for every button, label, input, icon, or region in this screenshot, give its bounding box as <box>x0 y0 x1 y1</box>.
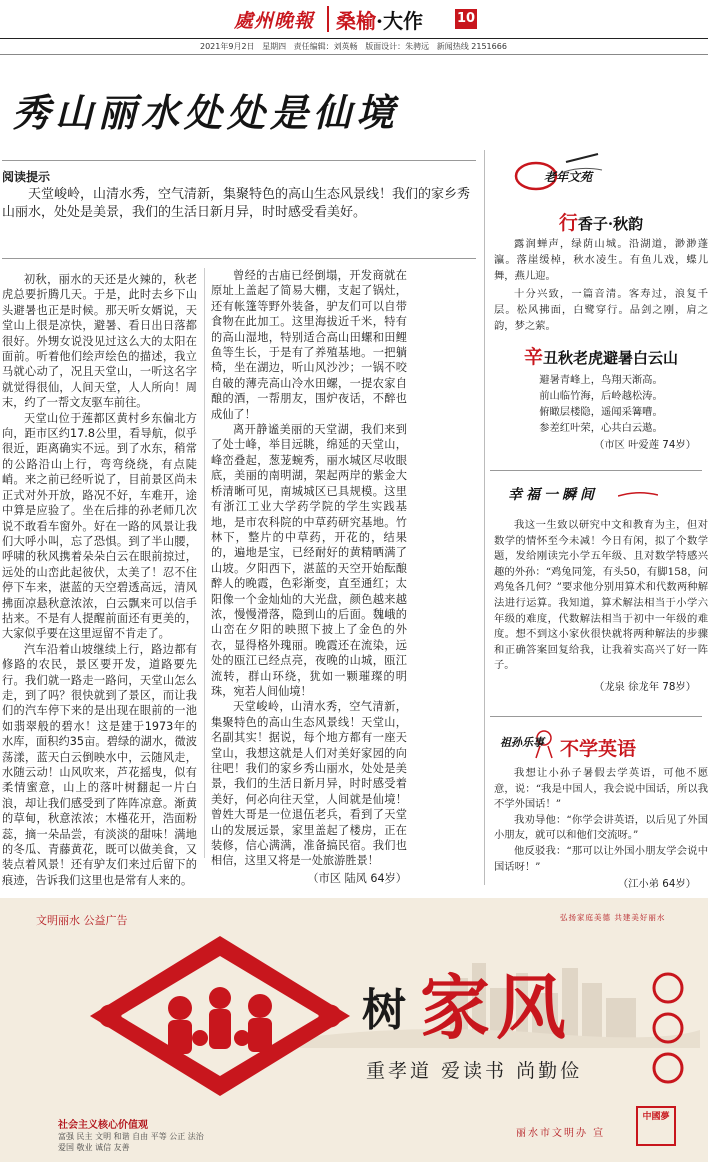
english-line: 我劝导他：“你学会讲英语，以后见了外国小朋友，就可以和他们交流呀。” <box>494 813 708 842</box>
essay-text: 我这一生致以研究中文和教育为主，但对数学的情怀至今未减！今日有闲，拟了个数学题，发给刚读完小学五年级、且对数学特感兴趣的外孙：“鸡兔同笼，有头50，有脚158，问鸡兔各几何？”要求他分别用算术和代数两种解法进行运算。我知道，算术解法相当于小学六年级的难度，代数解法相当于初中一年级的难度。想不到这小家伙很快就将两种解法的步骤和正确答案回复给我，让我着实高兴了好一阵子。 <box>494 519 708 672</box>
poem1-body <box>494 236 708 334</box>
intro-label: 阅读提示 <box>2 170 51 184</box>
article-paragraph: 汽车沿着山坡继续上行，路边都有修路的农民，景区要开发，道路要先行。我们就一路走一路问，天堂山怎么走，到了吗？很快就到了景区，而让我们的汽车停下来的是出现在眼前的一池如翡翠般的碧水！这是建于1973年的水库，面积约35亩。碧绿的湖水，微波荡漾，蓝天白云倒映水中，云随风走，水随云动！山风吹来，芦花摇曳，似有柔情蜜意，山上的落叶树翻起一片白浪，却让我们感受到了阵阵凉意。渐黄的草甸，秋意浓浓；木槿花开，浩面粉蕊，摘一朵品尝，有淡淡的甜味！满地的冬瓜、青藤黄花，既可以做美食，又装点着风景！还有驴友们来过后留下的痕迹，告诉我们这里也是常有人来的。 <box>2 642 197 887</box>
core-values-line: 富强 民主 文明 和谐 自由 平等 公正 法治 <box>58 1132 204 1141</box>
section-title <box>336 5 423 34</box>
brush-stroke-icon <box>618 490 658 500</box>
paper-name: 處州晚報 <box>234 10 315 32</box>
article-headline: 秀山丽水处处是仙境 <box>12 90 400 135</box>
english-line: 他反驳我：“那可以让外国小朋友学会说中国话呀！” <box>494 844 708 873</box>
laonian-wenyuan-banner <box>506 150 606 200</box>
paper-cut-family-icon <box>70 926 370 1106</box>
poem1-line: 十分兴致，一篇音清。客寿过，浪复千层。松风拂面，白鹭穿行。品剑之刚，肩之韵，梦之萦。 <box>494 288 708 332</box>
issue-meta <box>200 41 512 52</box>
english-signature: （江小弟 64岁） <box>617 878 696 891</box>
poem1-line: 露润蝉声，绿荫山城。沿湖道，渺渺蓬瀛。落崖缓棹，秋水凌生。有鱼儿戏，蝶儿舞，燕儿迎。 <box>494 238 708 282</box>
poem1-title <box>494 208 708 235</box>
masthead-divider <box>327 6 329 32</box>
article-paragraph: 曾经的古庙已经倒塌，开发商就在原址上盖起了简易大棚，支起了锅灶，还有帐篷等野外装备，驴友们可以自带食物在此加工。这里海拔近千米，特有的高山湿地，特别适合高山田螺和田鲤鱼等生长，于是有了养殖基地。一把躺椅，坐在湖边，听山风沙沙；一锅不咬自破的薄壳高山冷水田螺，一提农家自酿的酒，一帮朋友，围炉夜话，不醉也成仙了！ <box>211 269 407 421</box>
zusun-label: 祖孙乐事 <box>500 736 544 749</box>
china-dream-seal: 中國夢 <box>636 1106 676 1146</box>
poem2-line: 俯瞰层楼隐，遥闻采篝嘈。 <box>539 406 663 418</box>
ad-subtitle: 重孝道 爱读书 尚勤俭 <box>366 1060 583 1082</box>
article-paragraph: 离开静谧美丽的天堂湖，我们来到了处士峰，举目远眺，绵延的天堂山，峰峦叠起，葱茏蜿秀，丽水城区尽收眼底，美丽的南明湖，架起两岸的紫金大桥清晰可见，南城城区已具规模。这里有浙江工业大学药学院的学生实践基地，是市农科院的中草药研究基地。竹林下，整片的中草药，开花的，结果的，遍地是宝，已经耐好的黄精晒满了山坡。夕阳西下，湛蓝的天空开始酝酿醉人的晚霞，色彩渐变，直至通红；太阳像一个金灿灿的大光盘，颜色越来越浓，慢慢滑落，隐到山的后面。魏峨的山峦在夕阳的映照下披上了金色的外衣，显得格外瑰丽。晚霞还在流染，远处的瓯江已经点亮，夜晚的山城，瓯江流转，群山环绕，犹如一颗璀璨的明珠，宛若人间仙境！ <box>211 423 407 698</box>
designer-credit: 版面设计：朱骋远 <box>365 42 430 51</box>
section-title-b: 大作 <box>382 9 423 33</box>
english-line: 我想让小孙子暑假去学英语，可他不愿意，说：“我是中国人，我会说中国话，所以我不学外国话！” <box>494 767 708 811</box>
section-title-a: 桑榆 <box>336 9 376 33</box>
poem2-line: 前山临竹海，后岭越松涛。 <box>539 390 663 402</box>
public-service-ad <box>0 898 708 1162</box>
ad-publisher: 丽水市文明办 宣 <box>516 1128 606 1139</box>
core-values-title: 社会主义核心价值观 <box>58 1120 148 1131</box>
column-divider-article <box>204 268 205 858</box>
poem1-title-red: 行 <box>558 212 578 234</box>
ad-slogan: 弘扬家庭美德 共建美好丽水 <box>560 913 666 922</box>
poem2-body <box>494 372 708 451</box>
ad-label: 文明丽水 公益广告 <box>36 914 128 927</box>
top-rule <box>0 38 708 39</box>
right-rule-1 <box>490 470 702 471</box>
news-hotline: 新闻热线 2151666 <box>436 42 507 51</box>
page-number-badge: 10 <box>455 9 477 29</box>
flower-ornament-icon <box>640 968 696 1088</box>
xingfu-label: 幸福一瞬间 <box>508 487 598 503</box>
poem1-title-text: 香子·秋韵 <box>577 215 644 233</box>
meta-rule <box>0 54 708 55</box>
essay-body <box>494 518 708 693</box>
poem2-title-red: 辛 <box>523 346 543 368</box>
section-title-dot: · <box>376 9 383 33</box>
poem2-signature: （市区 叶爱莲 74岁） <box>593 439 696 451</box>
intro-text: 天堂峻岭，山清水秀，空气清新，集聚特色的高山生态风景线！我们的家乡秀山丽水，处处是美景，我们的生活日新月异，时时感受看美好。 <box>2 187 471 220</box>
poem2-title <box>494 342 708 369</box>
issue-date: 2021年9月2日 <box>200 42 255 51</box>
english-title-text: 不学英语 <box>560 738 637 760</box>
article-column-1 <box>2 272 197 888</box>
intro-rule-bottom <box>2 258 476 259</box>
article-column-2 <box>211 268 407 886</box>
xingfu-banner <box>500 480 660 508</box>
essay-signature: （龙泉 徐龙年 78岁） <box>593 680 696 693</box>
core-values-line: 爱国 敬业 诚信 友善 <box>58 1143 130 1152</box>
ad-headline-black: 树 <box>362 985 406 1036</box>
column-divider-main <box>484 150 485 885</box>
article-paragraph: 天堂山位于莲都区黄村乡东偏北方向，距市区约17.8公里，看导航，似乎很近，距离确实不远。到了水东，稍常的公路沿山上行，弯弯绕绕，有点陡峭。来之前已经听说了，目前景区尚未正式对外开放，路况不好，车难开，途中算是应验了。坐在后排的孙老师几次说不敢看车窗外。好在一路的风景让我们大呼小叫，忘了恐惧。到了半山腰，呼啸的秋风携着朵朵白云在眼前掠过，远处的山峦此起彼伏，太美了！忍不住停下车来，湛蓝的天空碧透高远，清风拂面凉悬秋意浓浓，白云飘来可以信手拈来。不是有人提醒前面还有更美的，大家似乎要在这里逗留不肯走了。 <box>2 411 197 641</box>
issue-weekday: 星期四 <box>262 42 287 51</box>
poem2-title-text: 丑秋老虎避暑白云山 <box>543 349 679 367</box>
intro-rule-top <box>2 160 476 161</box>
article-paragraph: 天堂峻岭，山清水秀，空气清新，集聚特色的高山生态风景线！天堂山，名副其实！据说，每个地方都有一座天堂山，我想这就是人们对美好家园的向往吧！我们的家乡秀山丽水，处处是美景，我们的生活日新月异，时时感受着美好，何必向往天堂，人间就是仙境！曾姓大哥是一位退伍老兵，看到了天堂山的发展远景，家里盖起了楼房，正在装修，信心满满，准备搞民宿。我们也相信，这里又将是一处旅游胜景！ <box>211 700 407 868</box>
article-paragraph: 初秋，丽水的天还是火辣的，秋老虎总要折腾几天。于是，此时去乡下山头避暑也正是时候。那天听女婿说，天堂山上很是凉快，避暑、看日出日落都很好。外甥女说没见过这么大的太阳在面前。听着他们绘声绘色的描述，我立马就心动了，况且天堂山，一听这名字就觉得很仙，人间天堂，人人所向！周末，约了一帮文友驱车前往。 <box>2 273 197 410</box>
english-body <box>494 766 708 890</box>
laonian-wenyuan-label: 老年文苑 <box>544 170 593 184</box>
article-signature: （市区 陆风 64岁） <box>307 871 407 885</box>
poem2-line: 参差红叶荣，心共白云遨。 <box>539 422 663 434</box>
english-title <box>560 734 660 761</box>
right-rule-2 <box>490 716 702 717</box>
editor-credit: 责任编辑：刘英畅 <box>293 42 358 51</box>
core-values-block <box>58 1120 204 1153</box>
poem2-line: 避暑青峰上，鸟翔天渐高。 <box>539 374 663 386</box>
ad-headline-red: 家风 <box>420 966 572 1049</box>
